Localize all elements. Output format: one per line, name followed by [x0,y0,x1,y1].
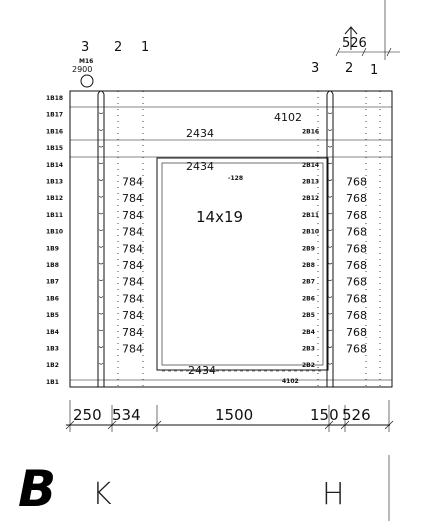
row-label: 1B8 [46,262,59,269]
row-label: 1B9 [46,245,59,253]
bar-tick [99,263,103,264]
left-value: 784 [122,309,143,323]
right-value: 768 [346,225,367,239]
bottom-long-label: 4102 [282,378,299,385]
bar-tick [328,180,332,181]
bar-tick [328,296,332,297]
row-label: 1B4 [46,328,59,336]
row-labels [46,95,63,386]
row-label: 1B12 [46,195,64,203]
opening-offset-label: -128 [228,175,244,182]
bar-tick [99,296,103,297]
right-value: 768 [346,325,367,339]
row-label: 1B1 [46,378,59,386]
top-long-label: 4102 [274,111,302,124]
right-value: 768 [346,342,367,356]
right-value: 768 [346,309,367,323]
bar-tick [99,196,103,197]
inner-tag: 2B16 [302,128,320,136]
bar-tick [328,196,332,197]
row-label: 1B6 [46,295,59,303]
left-value: 784 [122,259,143,272]
top-dimension-label: 526 [342,36,367,51]
inner-tag: 2B2 [302,362,315,370]
bar-tick [328,246,332,247]
right-col1-label: 1 [370,63,379,78]
bar-tick [99,129,103,130]
left-value: 784 [122,275,143,289]
dim-526: 526 [342,406,371,424]
left-value: 784 [122,175,143,189]
inner-tag: 2B8 [302,262,315,269]
right-col2-label: 2 [345,61,354,76]
inner-tag: 2B10 [302,228,320,236]
bar-tick [99,330,103,331]
inner-tag: 2B4 [302,328,315,336]
left-value: 784 [122,292,143,306]
bar-tick [328,213,332,214]
section-letter: B [18,460,57,518]
bar-tick [99,146,103,147]
left-col2-label: 2 [114,40,123,55]
opening-size-label: 14x19 [196,208,244,226]
row-label: 1B17 [46,111,64,119]
row-label: 1B13 [46,178,64,186]
row-lines [70,91,392,387]
bar-tick [99,213,103,214]
bar-tick [328,347,332,348]
left-vertical-bar [98,91,104,387]
left-value: 784 [122,225,143,239]
bar-tick [99,246,103,247]
right-value: 768 [346,208,367,222]
inner-tag: 2B11 [302,211,320,219]
right-value: 768 [346,292,367,306]
bar-tick [328,313,332,314]
inner-tag: 2B14 [302,161,320,169]
bar-tick [328,263,332,264]
dim-1500: 1500 [215,406,254,424]
inner-tags [302,128,319,369]
inner-tag: 2B3 [302,345,315,353]
row-label: 1B3 [46,345,59,353]
bar-tick [99,163,103,164]
inner-tag: 2B13 [302,178,320,186]
bar-tick [99,230,103,231]
row-label: 1B15 [46,145,64,153]
row-label: 1B5 [46,312,59,320]
left-axis-label: K [92,477,112,512]
left-col3-label: 3 [81,40,90,55]
row-label: 1B10 [46,228,64,236]
dim-534: 534 [112,406,141,424]
bar-tick [328,163,332,164]
bar-tick [328,230,332,231]
bar-tick [328,146,332,147]
row-label: 1B18 [46,95,64,102]
bar-tick [99,347,103,348]
left-col1-label: 1 [141,40,150,55]
row-label: 1B14 [46,161,64,169]
right-value: 768 [346,242,367,256]
right-value: 768 [346,275,367,289]
bar-length-label: 2900 [72,65,93,74]
bar-tick [328,129,332,130]
bar-tick [99,313,103,314]
right-value: 768 [346,192,367,206]
left-value: 784 [122,242,143,256]
left-value: 784 [122,325,143,339]
row-label: 1B11 [46,211,64,219]
left-value: 784 [122,208,143,222]
bar-code-label: M16 [79,58,94,65]
inner-tag: 2B9 [302,245,315,253]
row-label: 1B7 [46,278,59,286]
inner-tag: 2B7 [302,278,315,286]
row-label: 1B16 [46,128,64,136]
bar-tick [328,330,332,331]
right-values [346,176,367,356]
right-axis-label: H [322,477,345,512]
row-label: 1B2 [46,362,59,370]
bottom-bar-label: 2434 [188,364,216,377]
bar-tick [328,280,332,281]
bar-marker-circle [81,75,93,87]
bar-tick [99,113,103,114]
bar-tick [99,280,103,281]
inner-tag: 2B12 [302,195,320,203]
inner-tag: 2B5 [302,312,315,320]
dim-150: 150 [310,406,339,424]
upper-bar-label: 2434 [186,127,214,140]
bar-tick [99,180,103,181]
dim-250: 250 [73,406,102,424]
right-value: 768 [346,259,367,272]
left-value: 784 [122,192,143,206]
bar-tick [328,113,332,114]
right-col3-label: 3 [311,61,320,76]
inner-tag: 2B6 [302,295,315,303]
left-values [122,176,143,356]
bar-tick [328,363,332,364]
right-value: 768 [346,175,367,189]
mid-bar-label: 2434 [186,160,214,173]
left-value: 784 [122,342,143,356]
bar-tick [99,363,103,364]
